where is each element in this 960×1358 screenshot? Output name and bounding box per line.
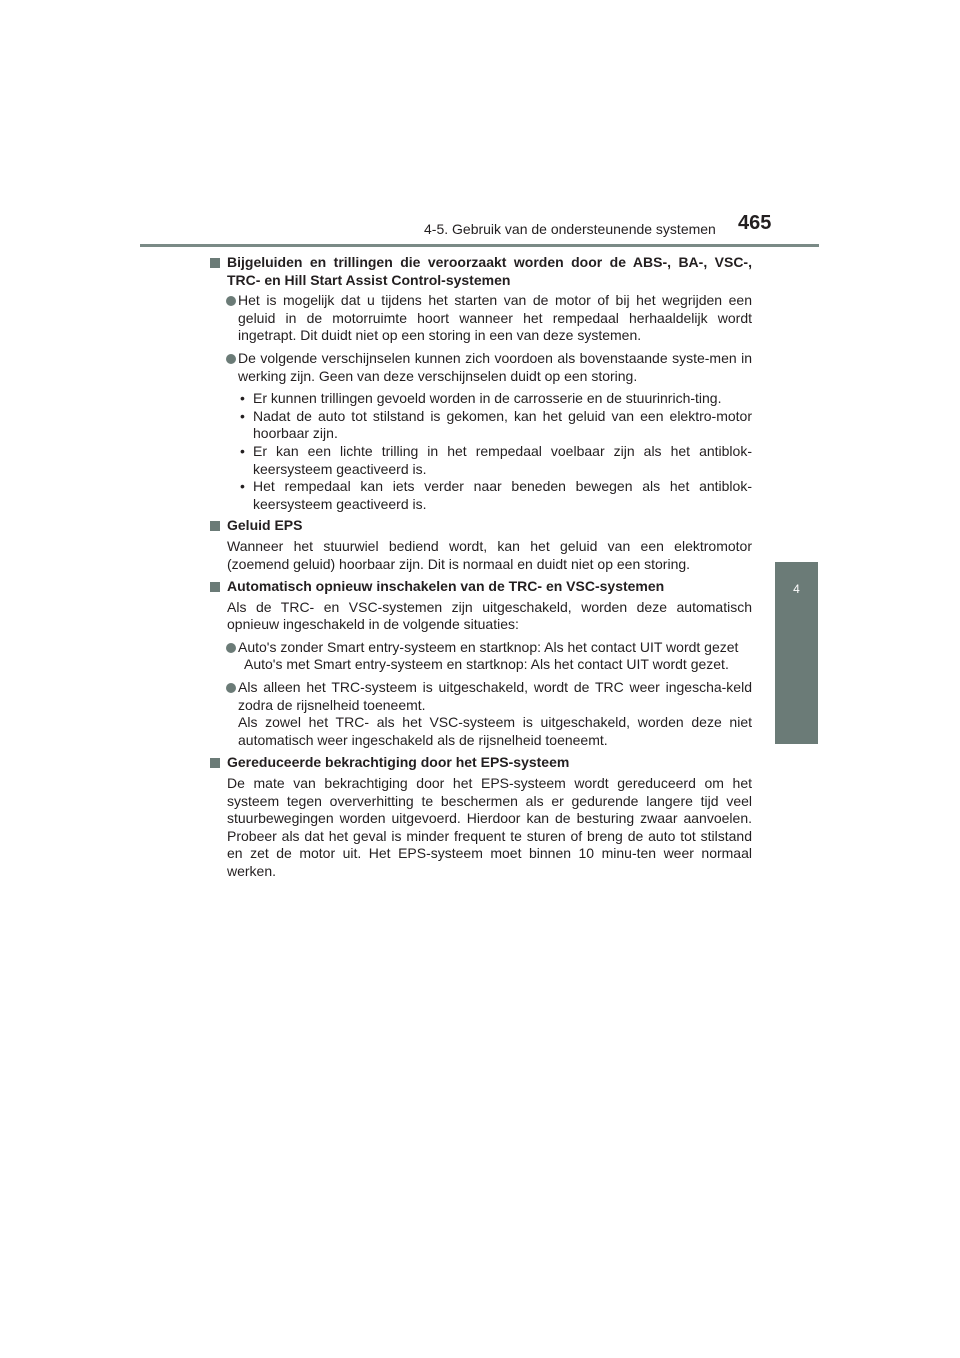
bullet-item: Als alleen het TRC-systeem is uitgeschakeld, wordt de TRC weer ingescha-keld zodra de rijsnelheid toeneemt. Als zowel het TRC- als het VSC-systeem is uitgeschakeld, worden deze niet automatisch weer ingeschakeld als de rijsnelheid toeneemt. [210,679,752,749]
paragraph: Wanneer het stuurwiel bediend wordt, kan het geluid van een elektromotor (zoemend geluid) hoorbaar zijn. Dit is normaal en duidt niet op een storing. [227,537,752,572]
circle-bullet-icon [226,643,236,653]
chapter-label: Rijden [17,630,33,670]
sub-bullet-item: • Nadat de auto tot stilstand is gekomen, kan het geluid van een elektro-motor hoorbaar zijn. [240,407,752,442]
sub-bullet-item: • Het rempedaal kan iets verder naar beneden bewegen als het antiblok-keersysteem geactiveerd is. [240,478,752,512]
circle-bullet-icon [226,354,236,364]
section-title: 4-5. Gebruik van de ondersteunende systemen [424,221,716,237]
heading-eps-noise: Geluid EPS [210,517,752,535]
bullet-item: De volgende verschijnselen kunnen zich voordoen als bovenstaande syste-men in werking zijn. Geen van deze verschijnselen duidt op een storing. [210,350,752,385]
square-bullet-icon [210,758,220,768]
page-number: 465 [738,212,772,234]
heading-abs-noise: Bijgeluiden en trillingen die veroorzaakt worden door de ABS-, BA-, VSC-, TRC- en Hill Start Assist Control-systemen [210,254,752,289]
paragraph: Als de TRC- en VSC-systemen zijn uitgeschakeld, worden deze automatisch opnieuw ingeschakeld in de volgende situaties: [227,598,752,633]
bullet-item: Het is mogelijk dat u tijdens het starten van de motor of bij het wegrijden een geluid in de motorruimte hoort wanneer het rempedaal herhaaldelijk wordt ingetrapt. Dit duidt niet op een storing in een van deze systemen. [210,292,752,345]
paragraph: De mate van bekrachtiging door het EPS-systeem wordt gereduceerd om het systeem tegen oververhitting te beschermen als er gedurende langere tijd veel stuurbewegingen worden uitgevoerd. Hierdoor kan de besturing zwaar aanvoelen. Probeer als dat het geval is minder frequent te sturen of breng de auto tot stilstand en zet de motor uit. Het EPS-systeem moet binnen 10 minu-ten weer normaal werken. [227,775,752,879]
square-bullet-icon [210,258,220,268]
sub-bullet-item: • Er kan een lichte trilling in het rempedaal voelbaar zijn als het antiblok-keersysteem geactiveerd is. [240,442,752,477]
bullet-item: Auto's zonder Smart entry-systeem en startknop: Als het contact UIT wordt gezet Auto's met Smart entry-systeem en startknop: Als het contact UIT wordt gezet. [210,639,752,674]
circle-bullet-icon [226,683,236,693]
heading-auto-reactivation: Automatisch opnieuw inschakelen van de TRC- en VSC-systemen [210,578,752,596]
square-bullet-icon [210,521,220,531]
chapter-number: 4 [793,582,800,596]
chapter-tab [775,562,818,744]
sub-bullet-item: • Er kunnen trillingen gevoeld worden in de carrosserie en de stuurinrich-ting. [240,390,722,407]
circle-bullet-icon [226,296,236,306]
square-bullet-icon [210,582,220,592]
header-divider [140,244,819,247]
heading-reduced-assist: Gereduceerde bekrachtiging door het EPS-systeem [210,754,752,772]
page-content [210,254,752,886]
